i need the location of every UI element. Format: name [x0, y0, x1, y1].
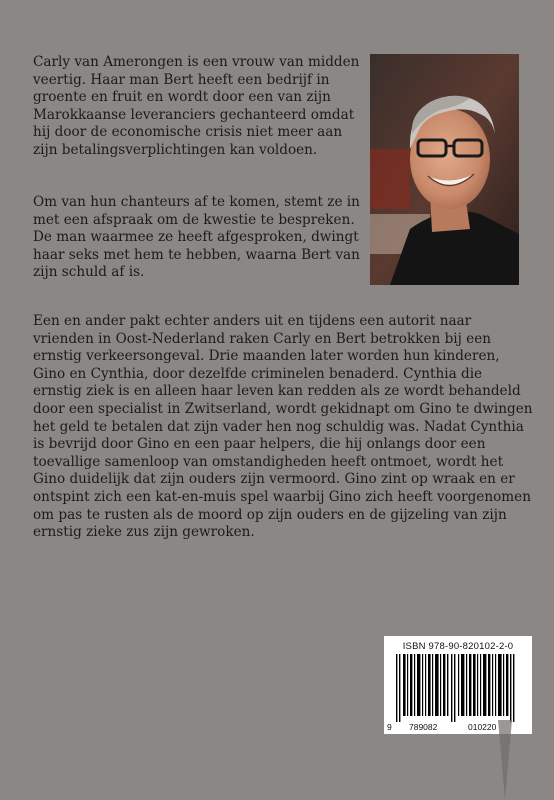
blurb-paragraph-2: Om van hun chanteurs af te komen, stemt ze in met een afspraak om de kwestie te bespreken. De man waarmee ze heeft afgesproken, dwingt haar seks met hem te hebben, waarna Bert van zijn schuld af is. [33, 194, 360, 281]
isbn-label: ISBN 978-90-820102-2-0 [402, 641, 514, 652]
barcode-bars [390, 654, 526, 722]
blurb-paragraph-1: Carly van Amerongen is een vrouw van midden veertig. Haar man Bert heeft een bedrijf in groente en fruit en wordt door een van zijn Marokkaanse leveranciers gechanteerd omdat hij door de economische crisis niet meer aan zijn betalingsverplichtingen kan voldoen. [33, 54, 360, 158]
blurb-paragraph-3: Een en ander pakt echter anders uit en tijdens een autorit naar vrienden in Oost-Nederland raken Carly en Bert betrokken bij een ernstig verkeersongeval. Drie maanden later worden hun kinderen, Gino en Cynthia, door dezelfde criminelen benaderd. Cynthia die ernstig ziek is en alleen haar leven kan redden als ze wordt behandeld door een specialist in Zwitserland, wordt gekidnapt om Gino te dwingen het geld te betalen dat zijn vader hen nog schuldig was. Nadat Cynthia is bevrijd door Gino en een paar helpers, die hij onlangs door een toevallige samenloop van omstandigheden heeft ontmoet, wordt het Gino duidelijk dat zijn ouders zijn vermoord. Gino zint op wraak en er ontspint zich een kat-en-muis spel waarbij Gino zich heeft voorgenomen om pas te rusten als de moord op zijn ouders en de gijzeling van zijn ernstig zieke zus zijn gewroken. [33, 313, 533, 541]
barcode-digits-right: 010220 [468, 722, 497, 732]
barcode-digits-left: 789082 [409, 722, 438, 732]
barcode-digit-first: 9 [387, 722, 392, 732]
author-photo [370, 54, 519, 285]
publisher-mark [494, 720, 516, 800]
